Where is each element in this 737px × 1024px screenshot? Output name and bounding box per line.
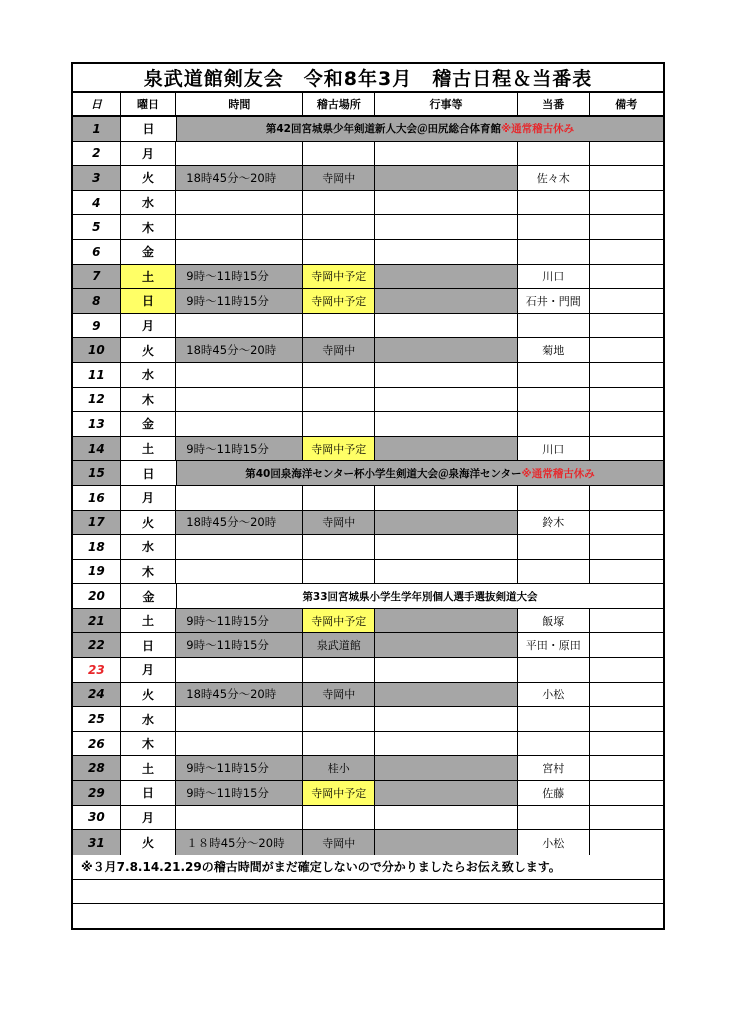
duty-cell (518, 142, 590, 166)
note-cell (590, 240, 663, 264)
weekday-cell: 水 (121, 535, 177, 559)
time-cell: 18時45分～20時 (176, 166, 303, 190)
place-cell: 寺岡中予定 (303, 781, 375, 805)
day-cell: 20 (73, 584, 121, 608)
table-row (73, 560, 663, 585)
event-cell (375, 412, 518, 436)
duty-cell (518, 486, 590, 510)
schedule-sheet (71, 62, 665, 930)
weekday-cell: 日 (121, 117, 177, 141)
duty-cell: 平田・原田 (518, 633, 590, 657)
event-cell (375, 388, 518, 412)
event-cell (375, 633, 518, 657)
duty-cell: 小松 (518, 683, 590, 707)
duty-cell (518, 658, 590, 682)
header-place: 稽古場所 (303, 93, 375, 115)
place-cell (303, 314, 375, 338)
day-cell: 2 (73, 142, 121, 166)
weekday-cell: 月 (121, 314, 177, 338)
event-cell (375, 338, 518, 362)
event-cell (375, 609, 518, 633)
table-row (73, 707, 663, 732)
note-cell (590, 806, 663, 830)
day-cell: 15 (73, 461, 121, 485)
duty-cell (518, 560, 590, 584)
weekday-cell: 月 (121, 142, 177, 166)
place-cell (303, 732, 375, 756)
time-cell (176, 142, 303, 166)
note-cell (590, 633, 663, 657)
place-cell: 寺岡中 (303, 830, 375, 855)
weekday-cell: 日 (121, 289, 177, 313)
place-cell (303, 240, 375, 264)
time-cell: 18時45分～20時 (176, 683, 303, 707)
duty-cell: 石井・門間 (518, 289, 590, 313)
weekday-cell: 月 (121, 658, 177, 682)
event-cell (375, 806, 518, 830)
table-row (73, 633, 663, 658)
day-cell: 12 (73, 388, 121, 412)
event-span-cell (177, 584, 663, 608)
event-cell (375, 437, 518, 461)
time-cell: 9時～11時15分 (176, 289, 303, 313)
time-cell (176, 486, 303, 510)
place-cell: 寺岡中予定 (303, 609, 375, 633)
duty-cell (518, 215, 590, 239)
day-cell: 4 (73, 191, 121, 215)
day-cell: 23 (73, 658, 121, 682)
place-cell (303, 806, 375, 830)
day-cell: 16 (73, 486, 121, 510)
day-cell: 7 (73, 265, 121, 289)
place-cell: 桂小 (303, 756, 375, 780)
blank-row (73, 904, 663, 928)
event-note-red: ※通常稽古休み (500, 123, 575, 136)
place-cell: 泉武道館 (303, 633, 375, 657)
day-cell: 21 (73, 609, 121, 633)
weekday-cell: 金 (121, 240, 177, 264)
note-cell (590, 511, 663, 535)
event-cell (375, 683, 518, 707)
event-cell (375, 265, 518, 289)
time-cell: 18時45分～20時 (176, 511, 303, 535)
table-row (73, 584, 663, 609)
header-time: 時間 (176, 93, 303, 115)
event-cell (375, 363, 518, 387)
header-weekday: 曜日 (121, 93, 177, 115)
day-cell: 8 (73, 289, 121, 313)
duty-cell (518, 535, 590, 559)
event-span-cell (177, 117, 663, 141)
place-cell (303, 560, 375, 584)
weekday-cell: 土 (121, 437, 177, 461)
duty-cell (518, 191, 590, 215)
place-cell: 寺岡中 (303, 683, 375, 707)
time-cell (176, 707, 303, 731)
place-cell (303, 658, 375, 682)
weekday-cell: 月 (121, 806, 177, 830)
table-row (73, 338, 663, 363)
day-cell: 18 (73, 535, 121, 559)
table-row (73, 683, 663, 708)
note-cell (590, 166, 663, 190)
weekday-cell: 木 (121, 215, 177, 239)
place-cell (303, 412, 375, 436)
weekday-cell: 木 (121, 732, 177, 756)
time-cell: 18時45分～20時 (176, 338, 303, 362)
table-row (73, 486, 663, 511)
place-cell: 寺岡中予定 (303, 437, 375, 461)
place-cell: 寺岡中 (303, 338, 375, 362)
event-cell (375, 289, 518, 313)
time-cell (176, 806, 303, 830)
table-row (73, 461, 663, 486)
time-cell (176, 388, 303, 412)
event-span-cell (177, 461, 663, 485)
event-cell (375, 314, 518, 338)
header-note: 備考 (615, 98, 638, 111)
time-cell: 9時～11時15分 (176, 609, 303, 633)
place-cell: 寺岡中 (303, 166, 375, 190)
duty-cell: 鈴木 (518, 511, 590, 535)
place-cell (303, 191, 375, 215)
day-cell: 11 (73, 363, 121, 387)
day-cell: 26 (73, 732, 121, 756)
duty-cell: 川口 (518, 437, 590, 461)
note-cell (590, 707, 663, 731)
weekday-cell: 土 (121, 609, 177, 633)
day-cell: 14 (73, 437, 121, 461)
weekday-cell: 火 (121, 166, 177, 190)
duty-cell (518, 806, 590, 830)
weekday-cell: 金 (121, 412, 177, 436)
time-cell: 9時～11時15分 (176, 633, 303, 657)
weekday-cell: 木 (121, 560, 177, 584)
time-cell: 9時～11時15分 (176, 781, 303, 805)
event-cell (375, 707, 518, 731)
note-cell (590, 683, 663, 707)
note-cell (590, 535, 663, 559)
weekday-cell: 水 (121, 363, 177, 387)
header-day: 日 (73, 93, 121, 115)
event-cell (375, 166, 518, 190)
schedule-rows (73, 117, 663, 855)
day-cell: 5 (73, 215, 121, 239)
table-row (73, 781, 663, 806)
duty-cell: 飯塚 (518, 609, 590, 633)
weekday-cell: 木 (121, 388, 177, 412)
event-note-red: ※通常稽古休み (521, 467, 595, 480)
weekday-cell: 月 (121, 486, 177, 510)
duty-cell: 小松 (518, 830, 590, 855)
weekday-cell: 金 (121, 584, 177, 608)
place-cell (303, 215, 375, 239)
event-cell (375, 658, 518, 682)
weekday-cell: 水 (121, 191, 177, 215)
time-cell (176, 240, 303, 264)
time-cell (176, 535, 303, 559)
event-cell (375, 215, 518, 239)
note-cell (590, 412, 663, 436)
day-cell: 6 (73, 240, 121, 264)
table-row (73, 658, 663, 683)
weekday-cell: 水 (121, 707, 177, 731)
duty-cell (518, 412, 590, 436)
note-cell (590, 215, 663, 239)
time-cell (176, 191, 303, 215)
event-cell (375, 191, 518, 215)
event-cell (375, 732, 518, 756)
table-row (73, 511, 663, 536)
event-cell (375, 535, 518, 559)
note-cell (590, 658, 663, 682)
duty-cell (518, 388, 590, 412)
note-cell (590, 781, 663, 805)
weekday-cell: 土 (121, 265, 177, 289)
header-duty: 当番 (518, 93, 590, 115)
note-cell (590, 756, 663, 780)
event-cell (375, 756, 518, 780)
event-cell (375, 142, 518, 166)
table-row (73, 265, 663, 290)
footnote-row (73, 855, 663, 880)
note-cell (590, 363, 663, 387)
table-row (73, 756, 663, 781)
place-cell (303, 707, 375, 731)
note-cell (590, 191, 663, 215)
place-cell (303, 486, 375, 510)
event-cell (375, 511, 518, 535)
table-row (73, 314, 663, 339)
event-text: 第42回宮城県少年剣道新人大会＠田尻総合体育館 (265, 123, 501, 136)
table-row (73, 166, 663, 191)
note-cell (590, 830, 663, 855)
day-cell: 29 (73, 781, 121, 805)
day-cell: 10 (73, 338, 121, 362)
table-row (73, 191, 663, 216)
note-cell (590, 732, 663, 756)
table-row (73, 215, 663, 240)
day-cell: 22 (73, 633, 121, 657)
duty-cell (518, 314, 590, 338)
table-row (73, 117, 663, 142)
place-cell (303, 363, 375, 387)
duty-cell: 佐藤 (518, 781, 590, 805)
duty-cell (518, 732, 590, 756)
note-cell (590, 437, 663, 461)
note-cell (590, 314, 663, 338)
time-cell (176, 314, 303, 338)
note-cell (590, 560, 663, 584)
note-cell (590, 388, 663, 412)
table-row (73, 388, 663, 413)
day-cell: 3 (73, 166, 121, 190)
day-cell: 1 (73, 117, 121, 141)
time-cell (176, 412, 303, 436)
table-row (73, 363, 663, 388)
table-row (73, 289, 663, 314)
note-cell (590, 289, 663, 313)
day-cell: 28 (73, 756, 121, 780)
place-cell (303, 142, 375, 166)
header-event: 行事等 (375, 93, 518, 115)
day-cell: 13 (73, 412, 121, 436)
table-row (73, 142, 663, 167)
place-cell: 寺岡中予定 (303, 265, 375, 289)
note-cell (590, 609, 663, 633)
weekday-cell: 火 (121, 338, 177, 362)
event-text: 第40回泉海洋センター杯小学生剣道大会＠泉海洋センター (245, 467, 522, 480)
event-text: 第33回宮城県小学生学年別個人選手選抜剣道大会 (302, 590, 538, 603)
weekday-cell: 日 (121, 461, 177, 485)
note-cell (590, 265, 663, 289)
weekday-cell: 日 (121, 781, 177, 805)
weekday-cell: 日 (121, 633, 177, 657)
event-cell (375, 240, 518, 264)
note-cell (590, 142, 663, 166)
blank-cell (73, 880, 663, 903)
weekday-cell: 火 (121, 683, 177, 707)
duty-cell (518, 707, 590, 731)
note-cell (590, 338, 663, 362)
place-cell (303, 388, 375, 412)
event-cell (375, 560, 518, 584)
duty-cell: 佐々木 (518, 166, 590, 190)
time-cell (176, 658, 303, 682)
table-row (73, 535, 663, 560)
day-cell: 24 (73, 683, 121, 707)
event-cell (375, 781, 518, 805)
time-cell (176, 560, 303, 584)
sheet-title: 泉武道館剣友会 令和8年3月 稽古日程＆当番表 (143, 68, 593, 90)
event-cell (375, 486, 518, 510)
blank-cell (73, 904, 663, 928)
time-cell: 9時～11時15分 (176, 265, 303, 289)
time-cell (176, 215, 303, 239)
place-cell (303, 535, 375, 559)
weekday-cell: 火 (121, 511, 177, 535)
time-cell: 9時～11時15分 (176, 437, 303, 461)
day-cell: 31 (73, 830, 121, 855)
time-cell: １８時45分～20時 (176, 830, 303, 855)
title-row (73, 64, 663, 93)
day-cell: 25 (73, 707, 121, 731)
day-cell: 9 (73, 314, 121, 338)
table-row (73, 240, 663, 265)
duty-cell: 宮村 (518, 756, 590, 780)
weekday-cell: 土 (121, 756, 177, 780)
time-cell (176, 732, 303, 756)
footnote: ※３月7.8.14.21.29の稽古時間がまだ確定しないので分かりましたらお伝え致します。 (81, 860, 561, 875)
day-cell: 30 (73, 806, 121, 830)
time-cell (176, 363, 303, 387)
duty-cell (518, 363, 590, 387)
event-cell (375, 830, 518, 855)
table-row (73, 609, 663, 634)
place-cell: 寺岡中 (303, 511, 375, 535)
weekday-cell: 火 (121, 830, 177, 855)
table-row (73, 806, 663, 831)
note-cell (590, 486, 663, 510)
duty-cell: 菊地 (518, 338, 590, 362)
table-row (73, 437, 663, 462)
table-row (73, 830, 663, 855)
day-cell: 17 (73, 511, 121, 535)
duty-cell (518, 240, 590, 264)
blank-row (73, 880, 663, 904)
place-cell: 寺岡中予定 (303, 289, 375, 313)
duty-cell: 川口 (518, 265, 590, 289)
time-cell: 9時～11時15分 (176, 756, 303, 780)
table-row (73, 412, 663, 437)
table-row (73, 732, 663, 757)
day-cell: 19 (73, 560, 121, 584)
header-row (73, 93, 663, 117)
